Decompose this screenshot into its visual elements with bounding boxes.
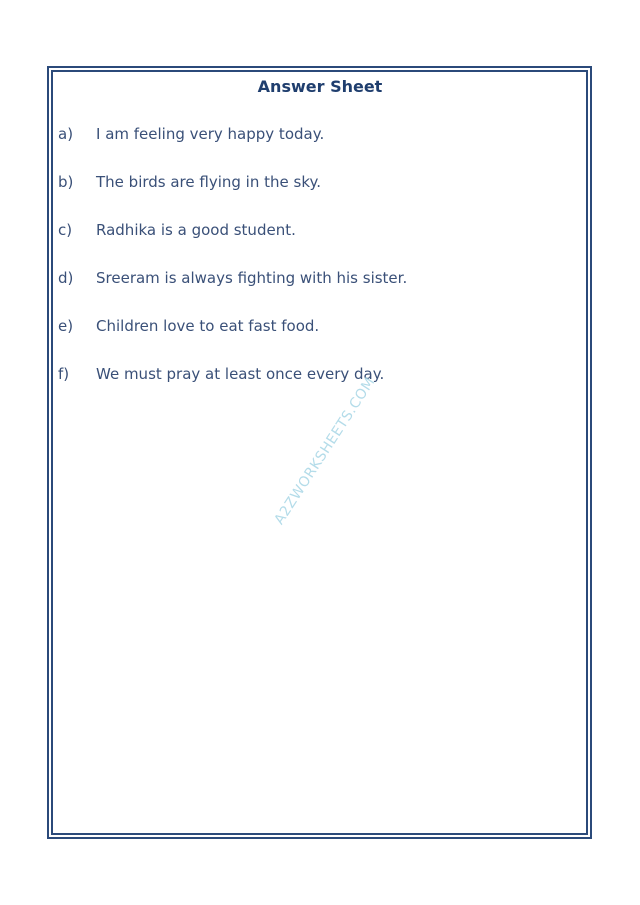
watermark: A2ZWORKSHEETS.COM [271, 374, 379, 528]
answer-text: Children love to eat fast food. [96, 317, 320, 335]
answer-text: The birds are flying in the sky. [96, 173, 321, 191]
answer-item-d [58, 266, 578, 314]
answer-text: We must pray at least once every day. [96, 365, 385, 383]
answer-item-e [58, 314, 578, 362]
answer-list [58, 122, 578, 410]
answer-text: Radhika is a good student. [96, 221, 296, 239]
answer-letter: f) [58, 365, 70, 383]
answer-item-b [58, 170, 578, 218]
answer-letter: a) [58, 125, 74, 143]
answer-letter: e) [58, 317, 74, 335]
answer-text: Sreeram is always fighting with his sister. [96, 269, 408, 287]
answer-letter: d) [58, 269, 74, 287]
page-title: Answer Sheet [257, 77, 383, 96]
answer-text: I am feeling very happy today. [96, 125, 325, 143]
answer-item-a [58, 122, 578, 170]
answer-letter: c) [58, 221, 73, 239]
answer-letter: b) [58, 173, 74, 191]
answer-item-c [58, 218, 578, 266]
answer-item-f [58, 362, 578, 410]
